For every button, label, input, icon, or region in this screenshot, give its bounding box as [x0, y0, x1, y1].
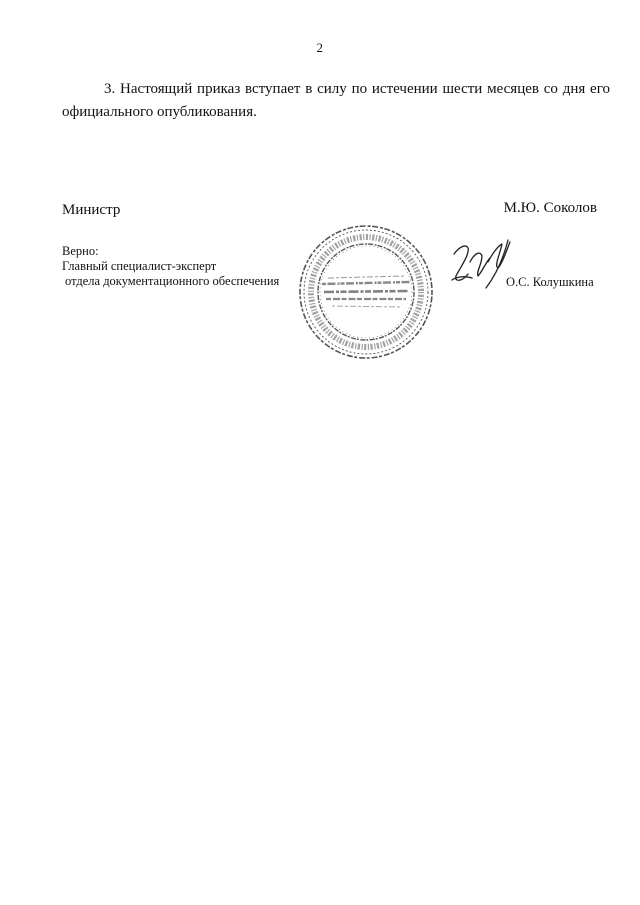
verified-label: Верно:: [62, 244, 99, 258]
minister-name: М.Ю. Соколов: [503, 200, 597, 216]
body-paragraph-3: 3. Настоящий приказ вступает в силу по истечении шести месяцев со дня его официального опубликования.: [62, 81, 610, 120]
specialist-position-line2: отдела документационного обеспечения: [65, 274, 280, 288]
attestation-block: [62, 244, 279, 289]
official-seal-icon: [296, 222, 436, 362]
specialist-name: О.С. Колушкина: [506, 275, 594, 289]
page-number: 2: [316, 40, 324, 55]
minister-title: Министр: [62, 202, 121, 218]
specialist-position-line1: Главный специалист-эксперт: [62, 259, 217, 273]
